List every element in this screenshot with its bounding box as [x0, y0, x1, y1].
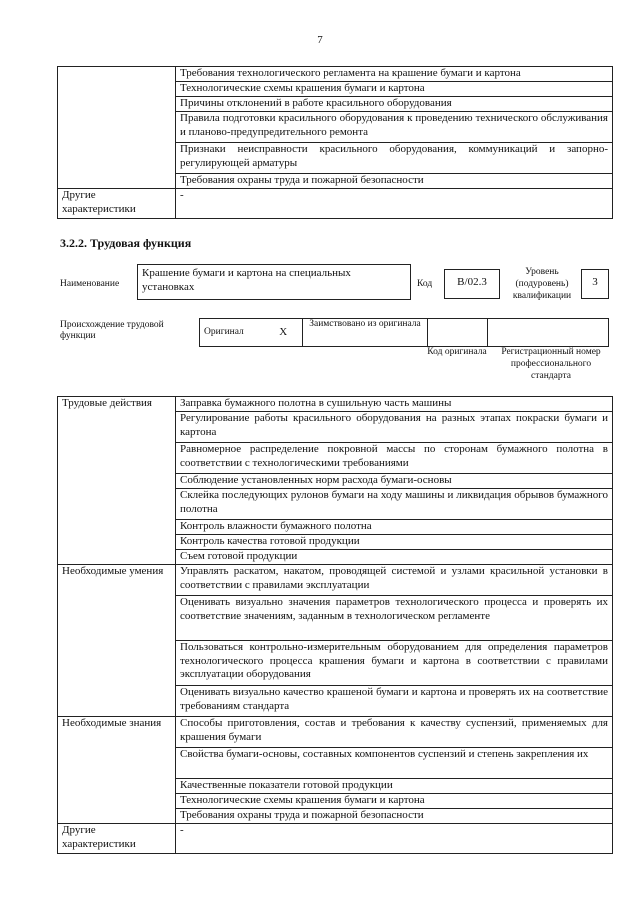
table-row: Склейка последующих рулонов бумаги на ходу машины и ликвидация обрывов бумажного полотна	[176, 489, 613, 520]
original-code-caption: Код оригинала	[427, 347, 487, 357]
original-mark: X	[265, 319, 303, 347]
labor-actions-label: Трудовые действия	[58, 397, 176, 565]
page-number: 7	[317, 34, 323, 46]
table-row: Контроль влажности бумажного полотна	[176, 520, 613, 535]
table-row: Способы приготовления, состав и требования к качеству суспензий, применяемых для крашения бумаги	[176, 717, 613, 748]
table-row: Управлять раскатом, накатом, проводящей системой и узлами красильной установки в соответствии с правилами эксплуатации	[176, 565, 613, 596]
registration-number-caption: Регистрационный номер профессионального стандарта	[501, 347, 601, 381]
table-row: Признаки неисправности красильного оборудования, коммуникаций и запорно-регулирующей арматуры	[176, 143, 613, 174]
origin-label: Происхождение трудовой функции	[60, 320, 164, 341]
label-cell-empty	[58, 67, 176, 189]
table-row: Пользоваться контрольно-измерительным оборудованием для определения параметров технологического процесса крашения бумаги и картона в соответствии с правилами эксплуатации оборудования	[176, 641, 613, 686]
qualification-level-label: Уровень (подуровень) квалификации	[512, 267, 572, 301]
qualification-level-value: 3	[592, 276, 598, 288]
borrowed-label: Заимствовано из оригинала	[303, 319, 428, 347]
name-value: Крашение бумаги и картона на специальных установках	[142, 267, 351, 293]
other-characteristics-label: Другие характеристики	[58, 824, 176, 854]
original-label: Оригинал	[200, 319, 265, 347]
table-row: Качественные показатели готовой продукции	[176, 779, 613, 794]
table-row: Правила подготовки красильного оборудования к проведению технического обслуживания и планово-предупредительного ремонта	[176, 112, 613, 143]
table-row: Оценивать визуально значения параметров технологического процесса и проверять их соответствие значениям, заданным в технологическом регламенте	[176, 596, 613, 641]
original-code-cell	[428, 319, 488, 347]
table-row: Регулирование работы красильного оборудования на разных этапах покраски бумаги и картона	[176, 412, 613, 443]
table-row: Контроль качества готовой продукции	[176, 535, 613, 550]
name-label: Наименование	[60, 279, 120, 289]
table-row: Съем готовой продукции	[176, 550, 613, 565]
section-title: 3.2.2. Трудовая функция	[60, 236, 192, 250]
other-characteristics-value: -	[176, 189, 613, 219]
other-characteristics-label: Другие характеристики	[58, 189, 176, 219]
registration-number-cell	[488, 319, 609, 347]
function-details-table	[57, 396, 613, 854]
table-row: Равномерное распределение покровной массы по сторонам бумажного полотна в соответствии с технологическими требованиями	[176, 443, 613, 474]
table-row: Заправка бумажного полотна в сушильную часть машины	[176, 397, 613, 412]
top-knowledge-table	[57, 66, 613, 219]
required-skills-label: Необходимые умения	[58, 565, 176, 717]
other-characteristics-value: -	[176, 824, 613, 854]
table-row: Причины отклонений в работе красильного оборудования	[176, 97, 613, 112]
code-label: Код	[417, 279, 433, 289]
table-row: Требования технологического регламента на крашение бумаги и картона	[176, 67, 613, 82]
table-row: Свойства бумаги-основы, составных компонентов суспензий и степень закрепления их	[176, 748, 613, 779]
required-knowledge-label: Необходимые знания	[58, 717, 176, 824]
table-row: Требования охраны труда и пожарной безопасности	[176, 809, 613, 824]
code-value: В/02.3	[457, 276, 487, 288]
table-row: Требования охраны труда и пожарной безопасности	[176, 174, 613, 189]
table-row: Оценивать визуально качество крашеной бумаги и картона и проверять их на соответствие требованиям стандарта	[176, 686, 613, 717]
table-row: Технологические схемы крашения бумаги и картона	[176, 794, 613, 809]
table-row: Соблюдение установленных норм расхода бумаги-основы	[176, 474, 613, 489]
table-row: Технологические схемы крашения бумаги и картона	[176, 82, 613, 97]
origin-table	[199, 318, 609, 347]
